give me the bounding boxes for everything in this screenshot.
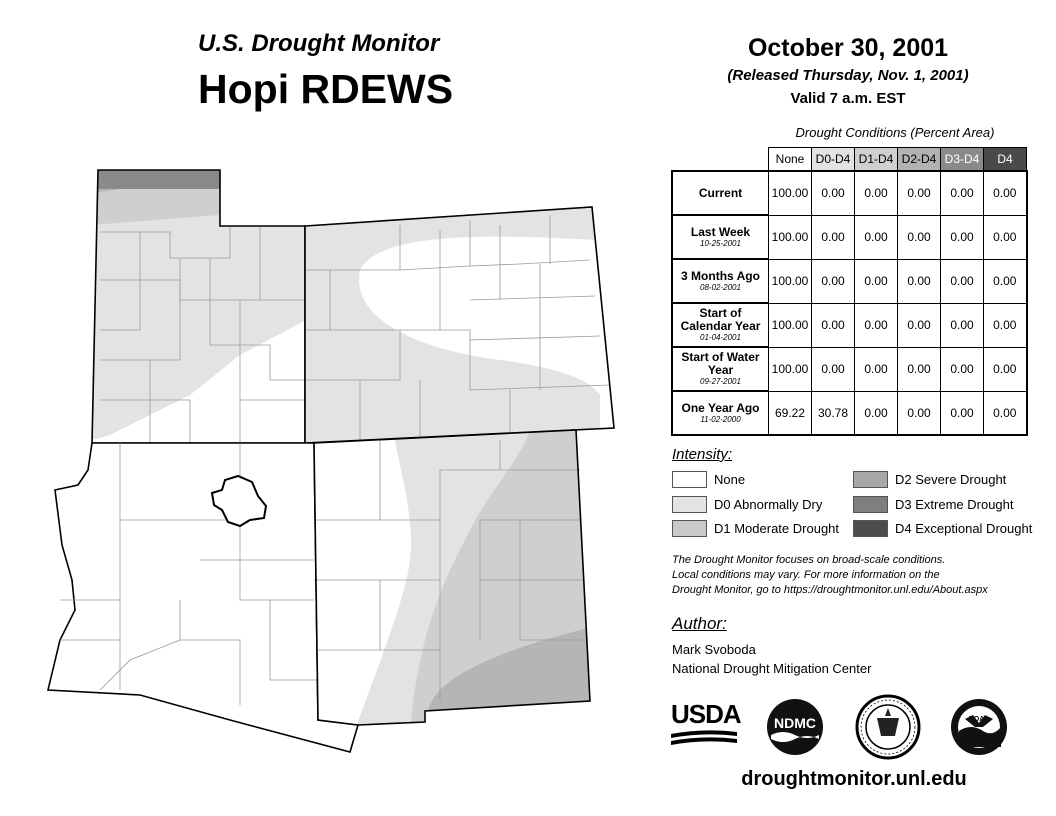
website-url[interactable]: droughtmonitor.unl.edu xyxy=(741,768,967,790)
column-header: D2-D4 xyxy=(898,148,941,172)
table-cell: 0.00 xyxy=(855,259,898,303)
table-cell: 0.00 xyxy=(941,303,984,347)
disclaimer-note xyxy=(672,553,1022,598)
utah-state xyxy=(92,165,310,443)
row-label-text: Current xyxy=(698,185,743,200)
d3-area xyxy=(98,170,220,189)
valid-time: Valid 7 a.m. EST xyxy=(790,90,906,107)
author-name: Mark Svoboda xyxy=(672,642,756,657)
column-header: D4 xyxy=(984,148,1027,172)
map-date: October 30, 2001 xyxy=(747,34,949,62)
map-title: Hopi RDEWS xyxy=(198,66,454,112)
table-cell: 0.00 xyxy=(941,347,984,391)
legend-item xyxy=(672,496,822,513)
arizona-state xyxy=(48,443,358,752)
table-row xyxy=(672,259,1027,303)
colorado-state xyxy=(300,205,614,445)
table-row xyxy=(672,347,1027,391)
row-date: 01-04-2001 xyxy=(700,333,741,342)
row-date: 10-25-2001 xyxy=(700,238,741,248)
table-cell: 0.00 xyxy=(855,347,898,391)
row-date: 09-27-2001 xyxy=(700,377,741,386)
row-label-text: One Year Ago xyxy=(681,400,760,415)
table-cell: 100.00 xyxy=(769,303,812,347)
legend-item xyxy=(853,520,1032,537)
usda-logo: USDA xyxy=(671,700,737,748)
svg-text:NOAA: NOAA xyxy=(968,716,990,723)
table-cell: 0.00 xyxy=(984,171,1027,215)
table-cell: 69.22 xyxy=(769,391,812,435)
row-label xyxy=(672,391,769,435)
table-cell: 0.00 xyxy=(898,215,941,259)
row-label-text: 3 Months Ago xyxy=(681,268,760,283)
commerce-seal-icon xyxy=(855,694,921,760)
author-block xyxy=(672,640,871,678)
table-cell: 0.00 xyxy=(941,259,984,303)
legend-item xyxy=(672,520,839,537)
legend-swatch xyxy=(853,496,888,513)
legend-item xyxy=(853,496,1014,513)
legend-swatch xyxy=(672,471,707,488)
new-mexico-state xyxy=(314,430,600,730)
legend-label: D3 Extreme Drought xyxy=(895,497,1014,512)
table-cell: 0.00 xyxy=(898,347,941,391)
table-cell: 0.00 xyxy=(898,303,941,347)
author-org: National Drought Mitigation Center xyxy=(672,661,872,676)
table-cell: 0.00 xyxy=(812,171,855,215)
table-cell: 0.00 xyxy=(855,391,898,435)
legend-label: D2 Severe Drought xyxy=(895,472,1007,487)
table-cell: 0.00 xyxy=(941,391,984,435)
table-cell: 100.00 xyxy=(769,259,812,303)
table-cell: 0.00 xyxy=(812,347,855,391)
table-row xyxy=(672,171,1027,215)
legend-swatch xyxy=(672,496,707,513)
row-label-text: Start of Calendar Year xyxy=(680,306,761,333)
legend-swatch xyxy=(853,471,888,488)
table-cell: 0.00 xyxy=(941,215,984,259)
row-label xyxy=(672,215,769,259)
ndmc-logo xyxy=(765,697,825,757)
legend-label: D0 Abnormally Dry xyxy=(714,497,823,512)
row-label xyxy=(672,171,769,215)
table-cell: 0.00 xyxy=(855,171,898,215)
table-cell: 0.00 xyxy=(984,259,1027,303)
table-row xyxy=(672,215,1027,259)
row-date: 11-02-2000 xyxy=(700,414,741,424)
column-header: D3-D4 xyxy=(941,148,984,172)
table-cell: 0.00 xyxy=(984,347,1027,391)
row-label xyxy=(672,347,769,391)
svg-text:NDMC: NDMC xyxy=(774,715,816,731)
column-header: D1-D4 xyxy=(855,148,898,172)
table-row xyxy=(672,303,1027,347)
drought-stats-table xyxy=(671,147,1028,436)
row-label-text: Start of Water Year xyxy=(681,350,760,377)
note-line: Local conditions may vary. For more information on the xyxy=(672,569,940,581)
table-cell: 0.00 xyxy=(855,215,898,259)
row-date: 08-02-2001 xyxy=(700,282,741,292)
legend-swatch xyxy=(853,520,888,537)
table-cell: 0.00 xyxy=(812,215,855,259)
table-cell: 30.78 xyxy=(812,391,855,435)
table-cell: 0.00 xyxy=(898,259,941,303)
table-cell: 0.00 xyxy=(984,303,1027,347)
note-line: Drought Monitor, go to https://droughtmonitor.unl.edu/About.aspx xyxy=(672,584,988,596)
legend-item xyxy=(853,471,1006,488)
table-cell: 100.00 xyxy=(769,171,812,215)
author-heading: Author: xyxy=(672,614,727,633)
legend-swatch xyxy=(672,520,707,537)
legend-label: D4 Exceptional Drought xyxy=(895,521,1033,536)
note-line: The Drought Monitor focuses on broad-scale conditions. xyxy=(672,554,946,566)
table-cell: 100.00 xyxy=(769,215,812,259)
release-date: (Released Thursday, Nov. 1, 2001) xyxy=(727,67,969,84)
usda-swoosh-icon xyxy=(671,728,737,748)
table-cell: 0.00 xyxy=(984,391,1027,435)
table-cell: 0.00 xyxy=(898,391,941,435)
table-cell: 0.00 xyxy=(812,303,855,347)
column-header: D0-D4 xyxy=(812,148,855,172)
row-label xyxy=(672,259,769,303)
legend-label: D1 Moderate Drought xyxy=(714,521,840,536)
legend-heading: Intensity: xyxy=(672,446,733,463)
table-cell: 0.00 xyxy=(898,171,941,215)
table-cell: 0.00 xyxy=(812,259,855,303)
table-cell: 0.00 xyxy=(855,303,898,347)
noaa-logo xyxy=(949,697,1009,757)
table-row xyxy=(672,391,1027,435)
column-header: None xyxy=(769,148,812,172)
map-subtitle: U.S. Drought Monitor xyxy=(198,30,440,57)
table-caption: Drought Conditions (Percent Area) xyxy=(795,125,995,140)
row-label xyxy=(672,303,769,347)
table-cell: 0.00 xyxy=(984,215,1027,259)
legend-label: None xyxy=(714,472,746,487)
table-cell: 100.00 xyxy=(769,347,812,391)
drought-map xyxy=(40,160,670,760)
legend-item xyxy=(672,471,745,488)
table-cell: 0.00 xyxy=(941,171,984,215)
row-label-text: Last Week xyxy=(690,224,751,239)
